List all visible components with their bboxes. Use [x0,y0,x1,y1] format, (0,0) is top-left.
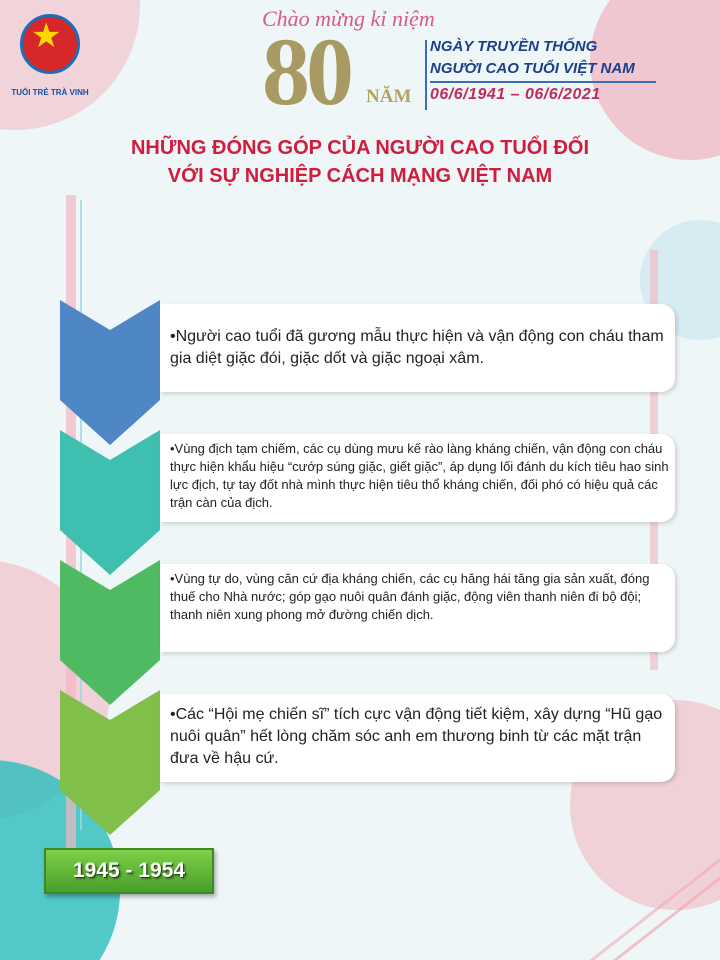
anniversary-underline [430,81,656,83]
timeline-item-1 [60,300,680,420]
title-line2: VỚI SỰ NGHIỆP CÁCH MẠNG VIỆT NAM [167,165,553,187]
chevron-arrow-icon [60,560,160,705]
chevron-arrow-icon [60,690,160,835]
anniversary-line1: NGÀY TRUYỀN THỐNG [430,38,598,55]
anniversary-line2: NGƯỜI CAO TUỔI VIỆT NAM [430,60,635,77]
anniversary-dates: 06/6/1941 – 06/6/2021 [430,86,601,103]
logo-text: TUỔI TRẺ TRÀ VINH [11,88,89,97]
star-icon: ★ [31,17,62,55]
youth-union-logo [10,8,90,108]
chevron-arrow-icon [60,300,160,445]
item-text: •Các “Hội mẹ chiến sĩ” tích cực vận động tiết kiệm, xây dựng “Hũ gạo nuôi quân” hết lòng chăm sóc anh em thương binh từ các mặt trận đưa về hậu cứ. [170,706,663,767]
timeline-item-4 [60,690,680,810]
years-word: NĂM [366,86,412,107]
anniversary-block [430,36,656,104]
item-text: •Người cao tuổi đã gương mẫu thực hiện và vận động con cháu tham gia diệt giặc đói, giặc dốt và giặc ngoại xâm. [170,328,664,367]
page-title [60,134,660,190]
timeline-item-2 [60,430,680,550]
header-divider [425,40,427,110]
item-text: •Vùng địch tạm chiếm, các cụ dùng mưu kế rào làng kháng chiến, vận động con cháu thực hiện khẩu hiệu “cướp súng giặc, giết giặc”, áp dụng lối đánh du kích tiêu hao sinh lực địch, tự tay đốt nhà mình thực hiện tiêu thổ kháng chiến, đối phó có hiệu quả các trận càn của địch. [170,441,669,510]
chevron-arrow-icon [60,430,160,575]
title-line1: NHỮNG ĐÓNG GÓP CỦA NGƯỜI CAO TUỔI ĐỐI [130,137,590,159]
anniversary-number: 80 [262,18,350,125]
item-text: •Vùng tự do, vùng căn cứ địa kháng chiến, các cụ hăng hái tăng gia sản xuất, đóng thuế cho Nhà nước; góp gạo nuôi quân đánh giặc, động viên thanh niên đi bộ đội; thanh niên xung phong mở đường chiến dịch. [170,571,650,622]
period-badge: 1945 - 1954 [44,848,214,894]
timeline-item-3 [60,560,680,680]
greeting-text: Chào mừng kỉ niệm [262,6,435,31]
